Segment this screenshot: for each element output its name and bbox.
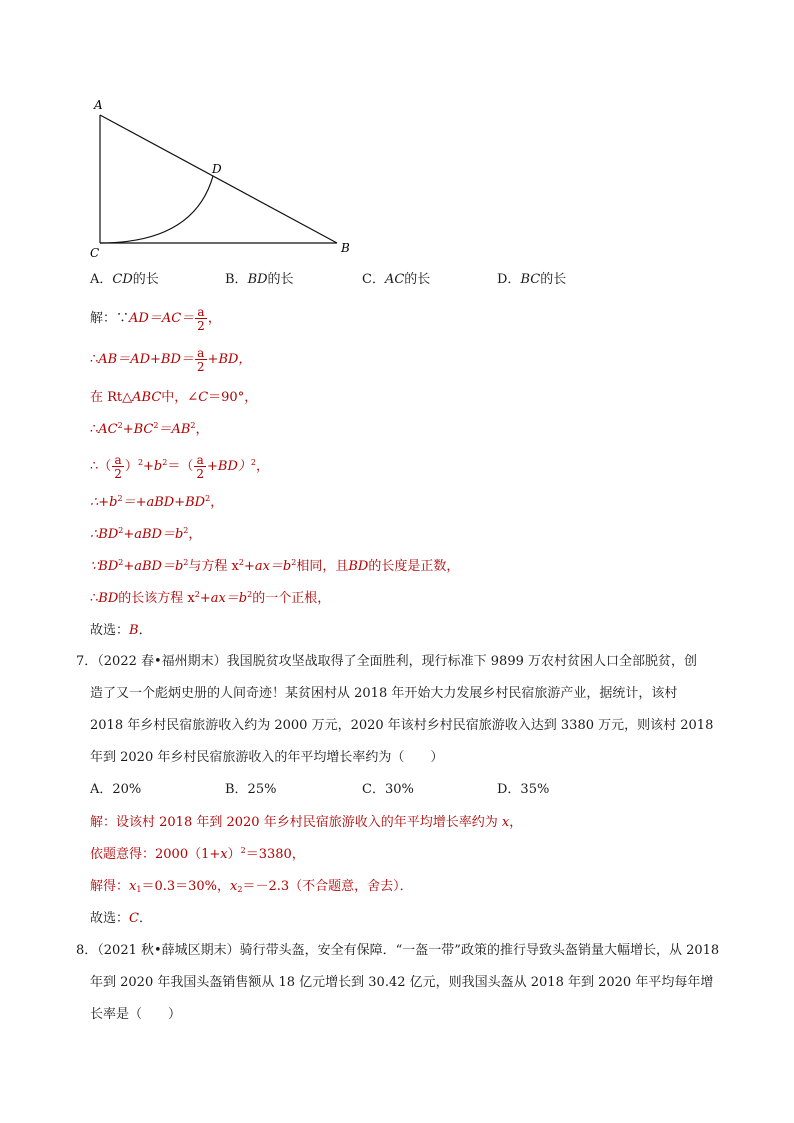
sol-text: ） — [227, 847, 241, 862]
arc-cd — [100, 176, 213, 243]
sol-text: 相同，且 — [296, 559, 349, 574]
option-tail: 的长 — [132, 272, 159, 287]
q6-option-b — [225, 270, 294, 290]
q7-line-4: 年到 2020 年乡村民宿旅游收入的年平均增长率约为（ ） — [90, 750, 444, 765]
frac-num: a — [197, 345, 205, 360]
q7-option-b: B．25% — [225, 782, 277, 797]
superscript: 2 — [205, 494, 211, 503]
frac-den: 2 — [114, 466, 122, 481]
sol-prefix: ∵BD — [90, 559, 119, 574]
q6-option-c — [362, 270, 430, 290]
superscript: 2 — [117, 421, 123, 430]
option-var: BC — [520, 272, 541, 287]
sol-end: 的一个正根， — [252, 591, 331, 606]
option-tail: 的长 — [267, 272, 294, 287]
fraction — [112, 454, 124, 480]
q6-sol-line-2 — [90, 345, 251, 375]
sol-prefix: ∴ — [90, 591, 99, 606]
option-var: CD — [112, 272, 133, 287]
answer-end: ． — [138, 911, 152, 926]
sol-var: +b — [143, 459, 163, 474]
sol-var: x — [220, 847, 228, 862]
q7-option-d: D．35% — [497, 782, 550, 797]
sol-prefix: ∴（ — [90, 459, 112, 474]
superscript: 2 — [118, 558, 124, 567]
q6-sol-line-5 — [90, 452, 269, 482]
superscript: 2 — [291, 558, 297, 567]
sol-text: 与方程 x — [188, 559, 239, 574]
q6-option-d — [497, 270, 566, 290]
option-letter: B． — [225, 272, 248, 287]
q8-line-2: 年到 2020 年我国头盔销售额从 18 亿元增长到 30.42 亿元，则我国头盔从 2018 年到 2020 年平均每年增 — [90, 975, 714, 990]
sol-text: 解：设该村 2018 年到 2020 年乡村民宿旅游收入的年平均增长率约为 — [90, 815, 502, 830]
q6-sol-line-6 — [90, 493, 223, 513]
sol-end: ＝3380， — [245, 847, 305, 862]
q6-sol-line-8 — [90, 557, 459, 577]
superscript: 2 — [162, 458, 168, 467]
sol-text: ＝90°， — [208, 390, 258, 405]
option-var: AC — [384, 272, 405, 287]
superscript: 2 — [238, 558, 244, 567]
q6-sol-line-9 — [90, 589, 330, 609]
sol-prefix: ∴ — [90, 422, 99, 437]
sol-text: 的长该方程 x — [118, 591, 195, 606]
option-var: BD — [247, 272, 268, 287]
fraction — [194, 454, 206, 480]
superscript: 2 — [118, 526, 124, 535]
q7-line-2: 造了又一个彪炳史册的人间奇迹！某贫困村从 2018 年开始大力发展乡村民宿旅游产业，据统计，该村 — [90, 686, 678, 701]
subscript: 2 — [237, 885, 243, 894]
answer-value: C — [129, 911, 139, 926]
sol-var: x — [230, 879, 238, 894]
label-c: C — [90, 246, 100, 260]
answer-value: B — [129, 623, 139, 638]
sol-prefix: ∴ — [90, 352, 99, 367]
q8-line-1: 8．（2021 秋•薛城区期末）骑行带头盔，安全有保障．“一盔一带”政策的推行导致头盔销量大幅增长，从 2018 — [76, 943, 720, 958]
fraction — [195, 347, 207, 373]
sol-end: +BD， — [207, 352, 252, 367]
sol-var: +BD） — [207, 459, 251, 474]
option-letter: D． — [497, 272, 521, 287]
sol-end: ， — [207, 311, 221, 326]
q6-sol-line-1 — [90, 304, 221, 334]
sol-var: x — [501, 815, 510, 830]
option-tail: 的长 — [540, 272, 567, 287]
q7-sol-line-1 — [90, 813, 522, 833]
sol-eq: +ax＝b — [199, 591, 248, 606]
sol-end: ， — [210, 495, 224, 510]
frac-num: a — [196, 452, 204, 467]
q7-option-c: C．30% — [362, 782, 414, 797]
sol-var: BD — [98, 591, 119, 606]
superscript: 2 — [247, 590, 253, 599]
label-b: B — [341, 241, 350, 255]
sol-eq: ＝+aBD+BD — [122, 495, 206, 510]
sol-eq: +aBD＝b — [123, 527, 184, 542]
sol-var: ABC — [132, 390, 162, 405]
superscript: 2 — [183, 526, 189, 535]
sol-text: 在 Rt△ — [90, 390, 133, 405]
q7-sol-line-2 — [90, 845, 305, 865]
q7-line-1: 7．（2022 春•福州期末）我国脱贫攻坚战取得了全面胜利，现行标准下 9899 万农村贫困人口全部脱贫，创 — [76, 654, 698, 669]
frac-num: a — [197, 304, 205, 319]
sol-text: ＝0.3＝30%， — [141, 879, 231, 894]
superscript: 2 — [190, 421, 196, 430]
superscript: 2 — [117, 494, 123, 503]
answer-end: ． — [138, 623, 152, 638]
superscript: 2 — [240, 846, 246, 855]
sol-end: ， — [188, 527, 202, 542]
triangle-figure — [86, 94, 366, 264]
q7-option-a: A．20% — [90, 782, 142, 797]
superscript: 2 — [153, 421, 159, 430]
sol-end: ＝－2.3（不合题意，舍去）． — [242, 879, 413, 894]
sol-prefix: ∴BD — [90, 527, 119, 542]
option-letter: C． — [362, 272, 385, 287]
q8-line-3: 长率是（ ） — [90, 1007, 182, 1022]
sol-prefix: ∴+b — [90, 495, 118, 510]
sol-var: ＝AB — [158, 422, 191, 437]
q6-sol-line-3 — [90, 388, 257, 408]
sol-text: 中，∠ — [161, 390, 199, 405]
subscript: 1 — [136, 885, 142, 894]
sol-end: ， — [255, 459, 269, 474]
q7-sol-line-3 — [90, 877, 413, 897]
superscript: 2 — [250, 458, 256, 467]
sol-eq: +ax＝b — [243, 559, 292, 574]
sol-var: +BC — [122, 422, 154, 437]
q6-sol-line-7 — [90, 525, 201, 545]
side-ab — [100, 115, 337, 243]
superscript: 2 — [194, 590, 200, 599]
sol-eq: AD＝AC＝ — [129, 311, 195, 326]
superscript: 2 — [183, 558, 189, 567]
q7-sol-answer — [90, 909, 152, 929]
sol-var: x — [129, 879, 137, 894]
sol-var: C — [198, 390, 209, 405]
label-d: D — [212, 162, 222, 176]
sol-text: ＝（ — [167, 459, 194, 474]
label-a: A — [94, 98, 103, 112]
fraction — [195, 306, 207, 332]
sol-eq: AB＝AD+BD＝ — [98, 352, 194, 367]
frac-den: 2 — [196, 359, 205, 374]
triangle-diagram — [86, 94, 366, 264]
frac-den: 2 — [197, 318, 205, 333]
sol-prefix: 解：∵ — [90, 311, 130, 326]
sol-text: 依题意得：2000（1+ — [90, 847, 221, 862]
q7-line-3: 2018 年乡村民宿旅游收入约为 2000 万元，2020 年该村乡村民宿旅游收入达到 3380 万元，则该村 2018 — [90, 718, 714, 733]
q6-option-a — [90, 270, 159, 290]
answer-label: 故选： — [90, 623, 130, 638]
superscript: 2 — [137, 458, 144, 467]
sol-var: BD — [348, 559, 369, 574]
sol-eq: +aBD＝b — [123, 559, 184, 574]
sol-text: ） — [124, 459, 138, 474]
option-tail: 的长 — [404, 272, 431, 287]
sol-text: 解得： — [90, 879, 130, 894]
answer-label: 故选： — [90, 911, 130, 926]
q6-sol-answer — [90, 621, 152, 641]
q6-sol-line-4 — [90, 420, 209, 440]
sol-end: ， — [195, 422, 209, 437]
sol-end: 的长度是正数， — [368, 559, 460, 574]
frac-den: 2 — [196, 466, 204, 481]
sol-var: AC — [98, 422, 118, 437]
frac-num: a — [114, 452, 122, 467]
option-letter: A． — [90, 272, 113, 287]
sol-end: ， — [509, 815, 523, 830]
